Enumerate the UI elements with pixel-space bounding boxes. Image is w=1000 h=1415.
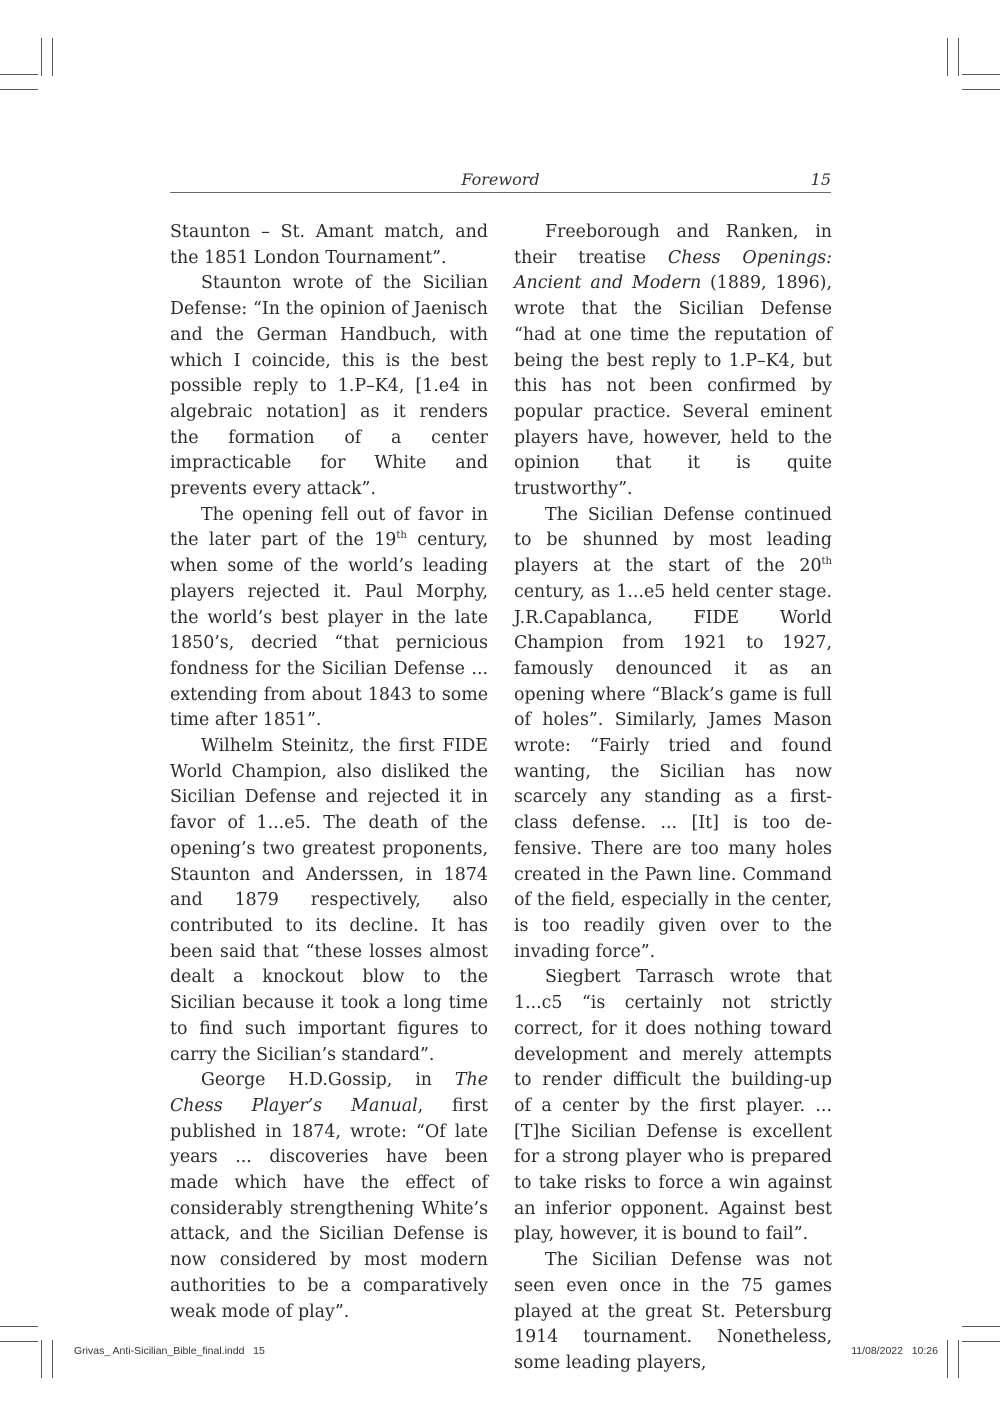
book-title: The Chess Player’s Manual <box>170 1070 488 1116</box>
paragraph: Siegbert Tarrasch wrote that 1...c5 “is certainly not strictly correct, for it does nothing toward development and merely attempts to render difficult the building-up of a center by the first player. ... [T]he Sicilian Defense is excellent for a strong player who is prepared to take risks to force a win against an inferior opponent. Against best play, however, it is bound to fail”. <box>514 967 832 1245</box>
text-run: The Sicilian Defense continued to be shunned by most leading players at the start of the 20 <box>514 504 832 577</box>
crop-mark <box>52 38 53 76</box>
superscript: th <box>396 530 407 542</box>
paragraph: Staunton wrote of the Sicilian Defense: “In the opinion of Jaenisch and the German Handbuch, with which I coincide, this is the best possible reply to 1.P–K4, [1.e4 in algebraic notation] as it renders the formation of a center impracticable for White and prevents every attack”. <box>170 273 488 500</box>
crop-mark <box>41 38 42 76</box>
crop-mark <box>962 1326 1000 1327</box>
running-title: Foreword <box>461 170 540 189</box>
paragraph: The Sicilian Defense was not seen even once in the 75 games played at the great St. Petersburg 1914 tournament. Nonetheless, some leading players, <box>514 1250 832 1373</box>
paragraph: Wilhelm Steinitz, the first FIDE World Champion, also disliked the Sicilian Defense and rejected it in favor of 1...e5. The death of the opening’s two greatest proponents, Staunton and Anderssen, in 1874 and 1879 respectively, also contributed to its decline. It has been said that “these losses almost dealt a knockout blow to the Sicilian because it took a long time to find such important figures to carry the Sicilian’s standard”. <box>170 736 488 1065</box>
page-number: 15 <box>810 170 831 189</box>
text-run: century, as 1...e5 held center stage. J.R.Capablanca, FIDE World Champion from 1921 to 1927, famously denounced it as an opening where “Black’s game is full of holes”. Similarly, James Mason wrote: “Fairly tried and found wanting, the Sicilian has now scarcely any standing as a first-class defense. ... [It] is too defensive. There are too many holes created in the Pawn line. Command of the field, especially in the center, is too readily given over to the invading force”. <box>514 581 832 962</box>
paragraph: Staunton – St. Amant match, and the 1851 London Tournament”. <box>170 222 488 268</box>
crop-mark <box>947 1340 948 1378</box>
crop-mark <box>962 74 1000 75</box>
paragraph <box>514 503 832 966</box>
superscript: th <box>821 556 832 568</box>
crop-mark <box>962 89 1000 90</box>
book-title: Chess Openings: Ancient and Modern <box>514 247 832 294</box>
crop-mark <box>0 74 38 75</box>
crop-mark <box>0 1341 38 1342</box>
text-run: , first published in 1874, wrote: “Of late years ... discoveries have been made which have the effect of considerably strengthening White’s attack, and the Sicilian Defense is now considered by most modern authorities to be a comparatively weak mode of play”. <box>170 1095 488 1322</box>
paragraph <box>170 1068 488 1325</box>
crop-mark <box>52 1340 53 1378</box>
crop-mark <box>0 89 38 90</box>
crop-mark <box>0 1326 38 1327</box>
text-run: Freeborough and Ranken, in their treatise <box>514 222 832 268</box>
text-run: (1889, 1896), wrote that the Sicilian Defense “had at one time the reputation of being the best reply to 1.P–K4, but this has not been confirmed by popular practice. Several eminent players have, however, held to the opinion that it is quite trustworthy”. <box>514 273 832 500</box>
crop-mark <box>962 1341 1000 1342</box>
right-column <box>514 220 832 1377</box>
paragraph <box>514 220 832 503</box>
text-run: The opening fell out of favor in the later part of the 19 <box>170 504 488 551</box>
left-column <box>170 220 488 1325</box>
crop-mark <box>947 38 948 76</box>
text-run: George H.D.Gossip, in <box>201 1070 455 1091</box>
slug-file-info: Grivas_ Anti-Sicilian_Bible_final.indd 15 <box>74 1345 265 1357</box>
crop-mark <box>958 38 959 76</box>
paragraph <box>170 503 488 734</box>
crop-mark <box>41 1340 42 1378</box>
crop-mark <box>958 1340 959 1378</box>
text-run: century, when some of the world’s leading players rejected it. Paul Morphy, the world’s best player in the late 1850’s, decried “that pernicious fondness for the Sicilian Defense ... extending from about 1843 to some time after 1851”. <box>170 530 488 731</box>
running-head <box>170 168 831 193</box>
slug-datetime: 11/08/2022 10:26 <box>851 1345 938 1357</box>
